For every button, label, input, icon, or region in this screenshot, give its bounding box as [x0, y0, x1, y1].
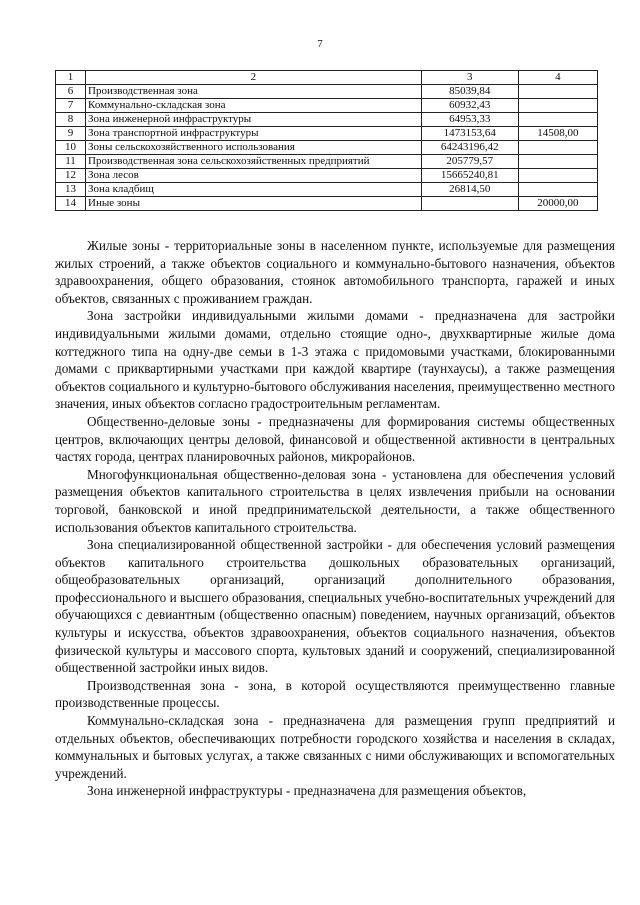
zone-area-cell: 1473153,64	[421, 127, 518, 141]
zone-name-cell: Зоны сельскохозяйственного использования	[86, 141, 422, 155]
row-number-cell: 13	[56, 183, 86, 197]
zone-extra-cell	[518, 183, 597, 197]
header-cell: 1	[56, 71, 86, 85]
header-cell: 2	[86, 71, 422, 85]
paragraph: Зона застройки индивидуальными жилыми домами - предназначена для застройки индивидуальными жилыми домами, отдельно стоящие одно-, двухквартирные жилые дома коттеджного типа на одну-две семьи в 1-3 этажа с придомовыми участками, блокированными домами с приквартирными участками при каждой квартире (таунхаусы), а также размещения объектов социального и культурно-бытового обслуживания населения, преимущественно местного значения, иных объектов согласно градостроительным регламентам.	[55, 308, 615, 412]
paragraph: Зона специализированной общественной застройки - для обеспечения условий размещения объектов капитального строительства дошкольных образовательных организаций, общеобразовательных организаций, организаций дополнительного образования, профессионального и высшего образования, специальных учебно-воспитательных учреждений для обучающихся с девиантным (общественно опасным) поведением, научных организаций, объектов культуры и искусства, объектов здравоохранения, объектов социального назначения, объектов физической культуры и массового спорта, культовых зданий и сооружений, специализированной общественной застройки иных видов.	[55, 537, 615, 676]
table-row	[56, 169, 598, 183]
paragraph: Коммунально-складская зона - предназначена для размещения групп предприятий и отдельных объектов, обеспечивающих потребности городского хозяйства и населения в складах, коммунальных и бытовых услугах, а также связанных с ними обслуживающих и вспомогательных учреждений.	[55, 713, 615, 781]
row-number-cell: 9	[56, 127, 86, 141]
zone-name-cell: Зона лесов	[86, 169, 422, 183]
paragraph: Зона инженерной инфраструктуры - предназначена для размещения объектов,	[87, 783, 527, 799]
row-number-cell: 7	[56, 99, 86, 113]
table-row	[56, 127, 598, 141]
zone-area-cell	[421, 197, 518, 211]
table-row	[56, 85, 598, 99]
zone-area-cell: 85039,84	[421, 85, 518, 99]
paragraph: Жилые зоны - территориальные зоны в населенном пункте, используемые для размещения жилых строений, а также объектов социального и коммунально-бытового назначения, объектов здравоохранения, общего образования, стоянок автомобильного транспорта, гаражей и иных объектов, связанных с проживанием граждан.	[55, 238, 615, 306]
zone-extra-cell: 14508,00	[518, 127, 597, 141]
table-row	[56, 141, 598, 155]
zone-extra-cell	[518, 155, 597, 169]
zone-area-cell: 26814,50	[421, 183, 518, 197]
page-number: 7	[317, 38, 323, 50]
paragraph: Производственная зона - зона, в которой осуществляются преимущественно главные производственные процессы.	[55, 677, 615, 711]
header-cell: 4	[518, 71, 597, 85]
zone-name-cell: Зона кладбищ	[86, 183, 422, 197]
table-row	[56, 113, 598, 127]
zone-name-cell: Производственная зона сельскохозяйственных предприятий	[86, 155, 422, 169]
table-row	[56, 197, 598, 211]
zone-name-cell: Коммунально-складская зона	[86, 99, 422, 113]
zone-name-cell: Производственная зона	[86, 85, 422, 99]
row-number-cell: 14	[56, 197, 86, 211]
body-text	[55, 237, 615, 800]
zone-name-cell: Зона инженерной инфраструктуры	[86, 113, 422, 127]
zone-area-cell: 205779,57	[421, 155, 518, 169]
row-number-cell: 8	[56, 113, 86, 127]
zones-table	[55, 70, 598, 211]
paragraph: Общественно-деловые зоны - предназначены для формирования системы общественных центров, включающих центры деловой, финансовой и общественной активности в центральных частях города, центрах планировочных районов, микрорайонов.	[55, 413, 615, 465]
row-number-cell: 11	[56, 155, 86, 169]
zone-extra-cell	[518, 99, 597, 113]
table-row	[56, 99, 598, 113]
zone-area-cell: 64953,33	[421, 113, 518, 127]
row-number-cell: 6	[56, 85, 86, 99]
zone-name-cell: Иные зоны	[86, 197, 422, 211]
zone-extra-cell	[518, 85, 597, 99]
zone-name-cell: Зона транспортной инфраструктуры	[86, 127, 422, 141]
zone-extra-cell	[518, 169, 597, 183]
zone-area-cell: 64243196,42	[421, 141, 518, 155]
zone-area-cell: 15665240,81	[421, 169, 518, 183]
zone-extra-cell	[518, 141, 597, 155]
header-cell: 3	[421, 71, 518, 85]
zone-area-cell: 60932,43	[421, 99, 518, 113]
zone-extra-cell: 20000,00	[518, 197, 597, 211]
table-header-row	[56, 71, 598, 85]
row-number-cell: 12	[56, 169, 86, 183]
zone-extra-cell	[518, 113, 597, 127]
paragraph: Многофункциональная общественно-деловая зона - установлена для обеспечения условий размещения объектов капитального строительства в целях извлечения прибыли на основании торговой, банковской и иной предпринимательской деятельности, а также общественного использования объектов капитального строительства.	[55, 466, 615, 535]
table-row	[56, 183, 598, 197]
table-row	[56, 155, 598, 169]
row-number-cell: 10	[56, 141, 86, 155]
